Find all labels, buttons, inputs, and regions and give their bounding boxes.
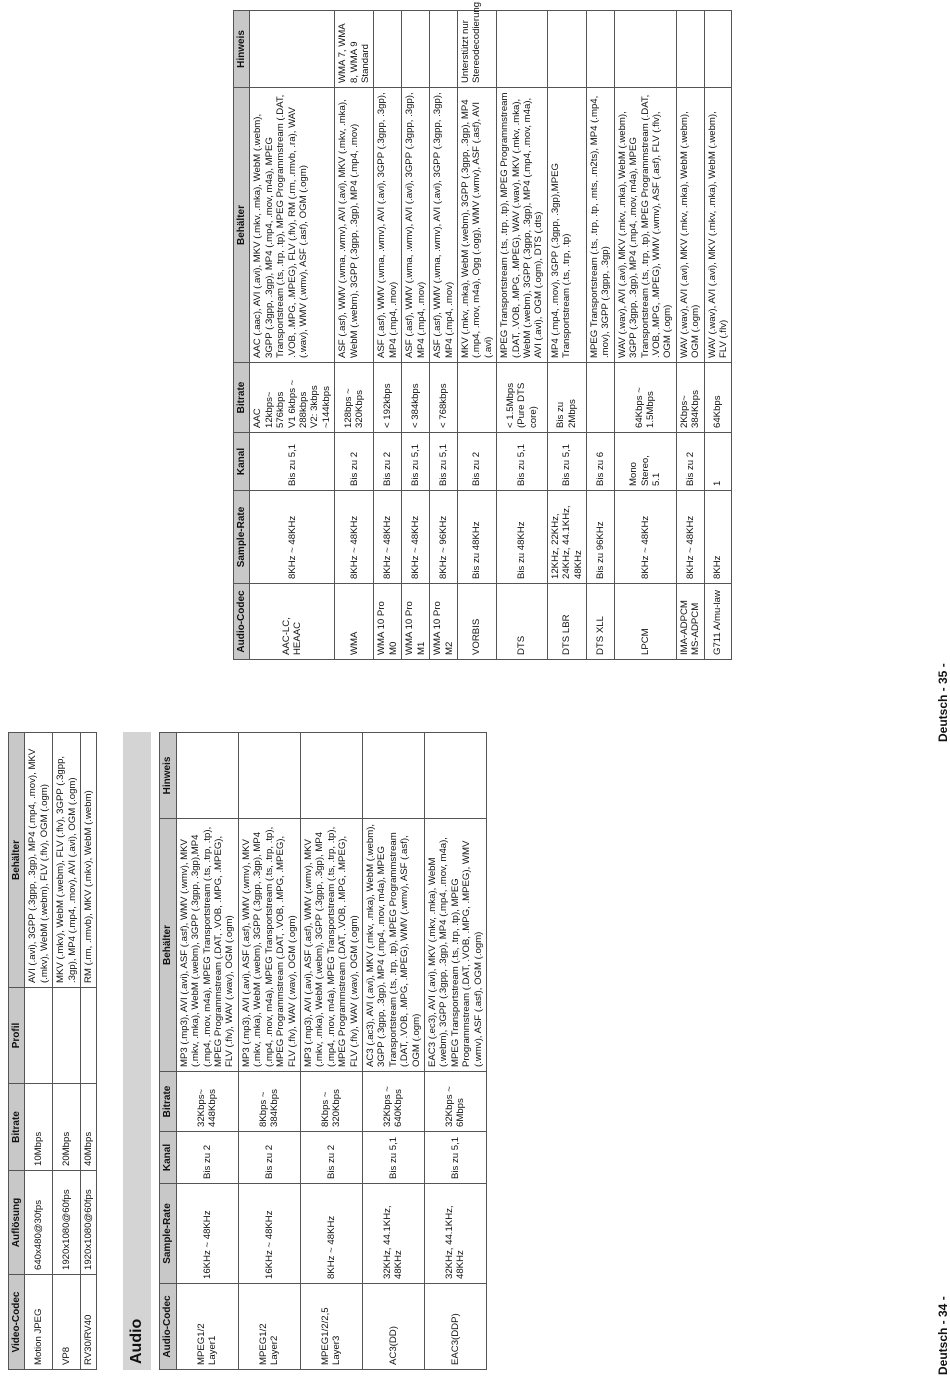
page-number-right: Deutsch - 35 - xyxy=(936,663,950,742)
table-cell: Bis zu 5,1 xyxy=(547,433,586,491)
table-cell: DTS XLL xyxy=(586,584,614,660)
column-header: Kanal xyxy=(234,433,250,491)
table-cell: WMA 10 Pro M2 xyxy=(430,584,458,660)
table-cell: AAC 12kbps~ 576kbps V1 6kbps ~ 288kbps V2: 3kbps ~144kbps xyxy=(250,363,335,433)
table-cell: 16KHz ~ 48KHz xyxy=(176,1184,238,1284)
table-cell: WMA 7, WMA 8, WMA 9 Standard xyxy=(335,11,374,88)
column-header: Audio-Codec xyxy=(234,584,250,660)
table-cell: 1920x1080@60fps xyxy=(81,1171,97,1275)
table-cell: 8KHz ~ 48KHz xyxy=(374,491,402,584)
page-number-left: Deutsch - 34 - xyxy=(936,1296,950,1375)
table-cell: MP4 (.mp4, .mov), 3GPP (.3gpp, .3gp),MPEG Transportstream (.ts, .trp, .tp) xyxy=(547,88,586,363)
table-cell xyxy=(424,733,486,819)
table-cell xyxy=(430,11,458,88)
table-row xyxy=(250,11,335,660)
table-cell xyxy=(402,11,430,88)
table-cell: Bis zu 5,1 xyxy=(430,433,458,491)
table-cell xyxy=(81,988,97,1084)
column-header: Sample-Rate xyxy=(234,491,250,584)
table-cell: Bis zu 5,1 xyxy=(497,433,548,491)
table-cell: 8KHz xyxy=(704,491,732,584)
audio-table-header xyxy=(160,733,176,1370)
column-header: Hinweis xyxy=(234,11,250,88)
table-cell: 8KHz ~ 48KHz xyxy=(676,491,704,584)
table-cell: MPEG Transportstream (.ts, .trp, .tp, .mts, .m2ts), MP4 (.mp4, .mov), 3GPP (.3gpp, .3gp) xyxy=(586,88,614,363)
table-cell: 8KHz ~ 48KHz xyxy=(402,491,430,584)
table-row xyxy=(704,11,732,660)
table-cell: Bis zu 2 xyxy=(300,1132,362,1184)
table-row xyxy=(335,11,374,660)
table-row xyxy=(53,733,81,1370)
column-header: Behälter xyxy=(234,88,250,363)
table-row xyxy=(547,11,586,660)
table-cell: Bis zu 2Mbps xyxy=(547,363,586,433)
table-row xyxy=(424,733,486,1370)
table-row xyxy=(300,733,362,1370)
table-cell: G711 A/mu-law xyxy=(704,584,732,660)
table-cell: Bis zu 5,1 xyxy=(402,433,430,491)
table-cell: 8Kbps ~ 384Kbps xyxy=(238,1072,300,1132)
table-cell xyxy=(497,11,548,88)
table-cell: WAV (.wav), AVI (.avi), MKV (.mkv, .mka), WebM (.webm), 3GPP (.3gpp, .3gp), MP4 (.mp4, .mov, m4a), MPEG Transportstream (.ts, .trp, .tp), MPEG Programmstream (.DAT, .VOB, .MPG, .MPEG), WMV (.wmv), ASF (.asf), FLV (.flv), OGM (.ogm) xyxy=(614,88,676,363)
table-cell xyxy=(586,363,614,433)
table-cell: DTS xyxy=(497,584,548,660)
audio-table-header xyxy=(234,11,250,660)
table-cell: 32Kbps ~ 6Mbps xyxy=(424,1072,486,1132)
table-cell: MPEG1/2 Layer1 xyxy=(176,1284,238,1370)
table-row xyxy=(374,11,402,660)
table-cell: 128bps ~ 320Kbps xyxy=(335,363,374,433)
table-cell: 40Mbps xyxy=(81,1084,97,1171)
table-row xyxy=(25,733,53,1370)
column-header: Behälter xyxy=(160,819,176,1072)
table-row xyxy=(81,733,97,1370)
table-cell: 20Mbps xyxy=(53,1084,81,1171)
table-cell: MKV (.mkv), WebM (.webm), FLV (.flv), 3GPP (.3gpp, .3gp), MP4 (.mp4, .mov), AVI (.avi), OGM (.ogm) xyxy=(53,733,81,988)
table-cell: Bis zu 5,1 xyxy=(250,433,335,491)
table-cell: AAC (.aac), AVI (.avi), MKV (.mkv, .mka), WebM (.webm), 3GPP (.3gpp, .3gp), MP4 (.mp4, .mov, m4a), MPEG Transportstream (.ts, .trp, .tp), MPEG Programmstream (.DAT, .VOB, .MPG, .MPEG), FLV (.flv), RM (.rm, .rmvb, .ra), WAV (.wav), WMV (.wmv), ASF (.asf), OGM (.ogm) xyxy=(250,88,335,363)
table-cell: 2Kbps~ 384Kbps xyxy=(676,363,704,433)
table-cell xyxy=(362,733,424,819)
table-cell: MP3 (.mp3), AVI (.avi), ASF (.asf), WMV (.wmv), MKV (.mkv, .mka), WebM (.webm), 3GPP (.3gpp, .3gp),MP4 (.mp4, .mov, m4a), MPEG Transportstream (.ts, .trp, .tp), MPEG Programmstream (.DAT, .VOB, .MPG, .MPEG), FLV (.flv), WAV (.wav), OGM (.ogm) xyxy=(176,819,238,1072)
table-cell: WMA xyxy=(335,584,374,660)
table-cell: Mono Stereo, 5.1 xyxy=(614,433,676,491)
table-cell: AAC-LC, HEAAC xyxy=(250,584,335,660)
column-header: Video-Codec xyxy=(9,1275,25,1370)
table-cell xyxy=(238,733,300,819)
table-cell: 16KHz ~ 48KHz xyxy=(238,1184,300,1284)
table-row xyxy=(362,733,424,1370)
table-cell: Unterstützt nur Stereodecodierung xyxy=(457,11,496,88)
table-cell: 64Kbps ~ 1.5Mbps xyxy=(614,363,676,433)
table-row xyxy=(614,11,676,660)
table-cell: EAC3 (.ec3), AVI (.avi), MKV (.mkv, .mka), WebM (.webm), 3GPP (.3gpp, .3gp), MP4 (.mp4, .mov, m4a), MPEG Transportstream (.ts, .trp, .tp), MPEG Programmstream (.DAT, .VOB, .MPG, .MPEG), WMV (.wmv), ASF (.asf), OGM (.ogm) xyxy=(424,819,486,1072)
table-cell: LPCM xyxy=(614,584,676,660)
table-cell xyxy=(374,11,402,88)
table-cell: Bis zu 5,1 xyxy=(362,1132,424,1184)
table-cell: MPEG Transportstream (.ts, .trp, .tp), MPEG Programmstream (.DAT, .VOB, .MPG, .MPEG), WAV (.wav), MKV (.mkv, .mka), WebM (.webm), 3GPP (.3gpp, .3gp), MP4 (.mp4, .mov, m4a), AVI (.avi), OGM (.ogm), DTS (.dts) xyxy=(497,88,548,363)
table-cell: Bis zu 48KHz xyxy=(457,491,496,584)
table-cell: Bis zu 96KHz xyxy=(586,491,614,584)
table-cell: < 384kbps xyxy=(402,363,430,433)
table-cell xyxy=(300,733,362,819)
table-cell: Bis zu 2 xyxy=(676,433,704,491)
table-cell: AC3 (.ac3), AVI (.avi), MKV (.mkv, .mka), WebM (.webm), 3GPP (.3gpp, .3gp), MP4 (.mp4, .mov, m4a), MPEG Transportstream (.ts, .trp, .tp), MPEG Programmstream (.DAT, .VOB, .MPG, .MPEG), WMV (.wmv), ASF (.asf), OGM (.ogm) xyxy=(362,819,424,1072)
right-page xyxy=(233,1,923,660)
table-cell xyxy=(176,733,238,819)
table-row xyxy=(238,733,300,1370)
table-cell: DTS LBR xyxy=(547,584,586,660)
audio-section-heading: Audio xyxy=(123,732,151,1370)
table-cell: ASF (.asf), WMV (.wma, .wmv), AVI (.avi), 3GPP (.3gpp, .3gp), MP4 (.mp4, .mov) xyxy=(430,88,458,363)
table-cell: Bis zu 6 xyxy=(586,433,614,491)
table-row xyxy=(497,11,548,660)
table-cell: AC3(DD) xyxy=(362,1284,424,1370)
table-cell xyxy=(457,363,496,433)
table-row xyxy=(176,733,238,1370)
table-cell: 32Kbps~ 448Kbps xyxy=(176,1072,238,1132)
table-cell: ASF (.asf), WMV (.wma, .wmv), AVI (.avi), 3GPP (.3gpp, .3gp), MP4 (.mp4, .mov) xyxy=(402,88,430,363)
audio-codec-table-left xyxy=(159,732,487,1370)
table-cell: 8KHz ~ 48KHz xyxy=(614,491,676,584)
table-cell: ASF (.asf), WMV (.wma, .wmv), AVI (.avi), 3GPP (.3gpp, .3gp), MP4 (.mp4, .mov) xyxy=(374,88,402,363)
table-cell: MP3 (.mp3), AVI (.avi), ASF (.asf), WMV (.wmv), MKV (.mkv, .mka), WebM (.webm), 3GPP (.3gpp, .3gp), MP4 (.mp4, .mov, m4a), MPEG Transportstream (.ts, .trp, .tp), MPEG Programmstream (.DAT, .VOB, .MPG, .MPEG), FLV (.flv), WAV (.wav), OGM (.ogm) xyxy=(238,819,300,1072)
table-cell: MKV (.mkv, .mka), WebM (.webm), 3GPP (.3gpp, .3gp), MP4 (.mp4, .mov, m4a), Ogg (.ogg), WMV (.wmv), ASF (.asf), AVI (.avi) xyxy=(457,88,496,363)
table-cell: 8KHz ~ 48KHz xyxy=(335,491,374,584)
table-cell: WAV (.wav), AVI (.avi), MKV (.mkv, .mka), WebM (.webm), OGM (.ogm) xyxy=(676,88,704,363)
column-header: Sample-Rate xyxy=(160,1184,176,1284)
table-cell: RV30/RV40 xyxy=(81,1275,97,1370)
left-page xyxy=(8,732,873,1370)
table-cell xyxy=(704,11,732,88)
table-cell: < 768kbps xyxy=(430,363,458,433)
table-cell: MPEG1/2/2,5 Layer3 xyxy=(300,1284,362,1370)
table-cell: 8KHz ~ 96KHz xyxy=(430,491,458,584)
table-cell: Bis zu 48KHz xyxy=(497,491,548,584)
table-cell xyxy=(614,11,676,88)
column-header: Bitrate xyxy=(9,1084,25,1171)
table-cell: MP3 (.mp3), AVI (.avi), ASF (.asf), WMV (.wmv), MKV (.mkv, .mka), WebM (.webm), 3GPP (.3gpp, .3gp), MP4 (.mp4, .mov, m4a), MPEG Transportstream (.ts, .trp, .tp), MPEG Programmstream (.DAT, .VOB, .MPG, .MPEG), FLV (.flv), WAV (.wav), OGM (.ogm) xyxy=(300,819,362,1072)
table-cell: AVI (.avi), 3GPP (.3gpp, .3gp), MP4 (.mp4, .mov), MKV (.mkv), WebM (.webm), FLV (.flv), OGM (.ogm) xyxy=(25,733,53,988)
table-cell: 32KHz, 44.1KHz, 48KHz xyxy=(362,1184,424,1284)
table-cell: 1920x1080@60fps xyxy=(53,1171,81,1275)
table-cell: 8KHz ~ 48KHz xyxy=(300,1184,362,1284)
table-row xyxy=(430,11,458,660)
table-cell: WMA 10 Pro M1 xyxy=(402,584,430,660)
table-cell: 64Kbps xyxy=(704,363,732,433)
table-cell: 1 xyxy=(704,433,732,491)
table-cell: VORBIS xyxy=(457,584,496,660)
table-row xyxy=(402,11,430,660)
table-cell: < 1.5Mbps (Pure DTS core) xyxy=(497,363,548,433)
column-header: Bitrate xyxy=(234,363,250,433)
table-cell xyxy=(53,988,81,1084)
table-cell: 8KHz ~ 48KHz xyxy=(250,491,335,584)
table-cell: Motion JPEG xyxy=(25,1275,53,1370)
column-header: Audio-Codec xyxy=(160,1284,176,1370)
column-header: Behälter xyxy=(9,733,25,988)
column-header: Bitrate xyxy=(160,1072,176,1132)
column-header: Auflösung xyxy=(9,1171,25,1275)
table-cell: ASF (.asf), WMV (.wma, .wmv), AVI (.avi), MKV (.mkv, .mka), WebM (.webm), 3GPP (.3gpp, .3gp), MP4 (.mp4, .mov) xyxy=(335,88,374,363)
table-cell: Bis zu 5,1 xyxy=(424,1132,486,1184)
table-cell: EAC3(DDP) xyxy=(424,1284,486,1370)
table-cell: WMA 10 Pro M0 xyxy=(374,584,402,660)
table-cell: 640x480@30fps xyxy=(25,1171,53,1275)
column-header: Hinweis xyxy=(160,733,176,819)
video-table-header xyxy=(9,733,25,1370)
column-header: Profil xyxy=(9,988,25,1084)
table-cell: 8Kbps ~ 320Kbps xyxy=(300,1072,362,1132)
table-cell: RM (.rm, .rmvb), MKV (.mkv), WebM (.webm) xyxy=(81,733,97,988)
table-cell xyxy=(586,11,614,88)
table-cell: MPEG1/2 Layer2 xyxy=(238,1284,300,1370)
table-cell: IMA-ADPCM MS-ADPCM xyxy=(676,584,704,660)
table-cell: Bis zu 2 xyxy=(457,433,496,491)
table-cell: Bis zu 2 xyxy=(238,1132,300,1184)
table-cell: Bis zu 2 xyxy=(374,433,402,491)
table-cell: 32KHz, 44.1KHz, 48KHz xyxy=(424,1184,486,1284)
table-row xyxy=(586,11,614,660)
table-cell xyxy=(547,11,586,88)
table-cell: < 192kbps xyxy=(374,363,402,433)
table-cell xyxy=(676,11,704,88)
table-cell: VP8 xyxy=(53,1275,81,1370)
table-row xyxy=(676,11,704,660)
table-cell: 12KHz, 22KHz, 24KHz, 44.1KHz, 48KHz xyxy=(547,491,586,584)
table-cell: 10Mbps xyxy=(25,1084,53,1171)
table-cell: Bis zu 2 xyxy=(176,1132,238,1184)
video-codec-table xyxy=(8,732,97,1370)
table-cell xyxy=(25,988,53,1084)
audio-codec-table-right xyxy=(233,1,732,660)
table-row xyxy=(457,11,496,660)
column-header: Kanal xyxy=(160,1132,176,1184)
table-cell: WAV (.wav), AVI (.avi), MKV (.mkv, .mka), WebM (.webm), FLV (.flv) xyxy=(704,88,732,363)
table-cell: 32Kbps ~ 640Kbps xyxy=(362,1072,424,1132)
table-cell xyxy=(250,11,335,88)
table-cell: Bis zu 2 xyxy=(335,433,374,491)
